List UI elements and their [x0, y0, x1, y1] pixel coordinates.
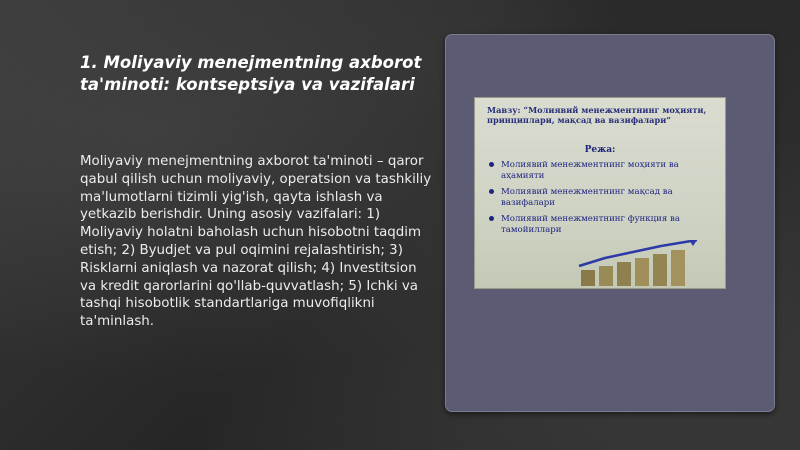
thumbnail-list-item — [487, 214, 715, 235]
coin-stacks-growth-illustration — [575, 240, 715, 286]
thumbnail-title: Мавзу: “Молиявий менежментнинг моҳияти, принциплари, мақсад ва вазифалари” — [487, 105, 707, 125]
slide-thumbnail-image — [474, 97, 726, 289]
coin-stack — [635, 258, 649, 286]
thumbnail-subhead: Режа: — [584, 145, 616, 155]
coin-stack — [581, 270, 595, 286]
thumbnail-list-item-text: Молиявий менежментнинг мақсад ва вазифалари — [501, 187, 673, 208]
bullet-icon — [489, 189, 494, 194]
bullet-icon — [489, 162, 494, 167]
slide-body-text: Moliyaviy menejmentning axborot ta'minoti – qaror qabul qilish uchun moliyaviy, operatsion va tashkiliy ma'lumotlarni tizimli yig'ish, qayta ishlash va yetkazib berishdir. Uning asosiy vazifalari: 1) Moliyaviy holatni baholash uchun hisobotni taqdim etish; 2) Byudjet va pul oqimini rejalashtirish; 3) Risklarni aniqlash va nazorat qilish; 4) Investitsion va kredit qarorlarini qo'llab-quvvatlash; 5) Ichki va tashqi hisobotlik standartlariga muvofiqlikni ta'minlash. — [80, 154, 432, 330]
slide-title: 1. Moliyaviy menejmentning axborot ta'minoti: kontseptsiya va vazifalari — [80, 53, 422, 94]
coin-stack — [671, 250, 685, 286]
bullet-icon — [489, 216, 494, 221]
coin-stack — [617, 262, 631, 286]
thumbnail-list — [487, 160, 715, 241]
coin-stack — [599, 266, 613, 286]
thumbnail-list-item — [487, 160, 715, 181]
coin-stack — [653, 254, 667, 286]
thumbnail-list-item-text: Молиявий менежментнинг функция ва тамойиллари — [501, 214, 681, 235]
thumbnail-list-item-text: Молиявий менежментнинг моҳияти ва аҳамияти — [501, 160, 679, 181]
arrow-head-icon — [689, 240, 697, 246]
thumbnail-list-item — [487, 187, 715, 208]
